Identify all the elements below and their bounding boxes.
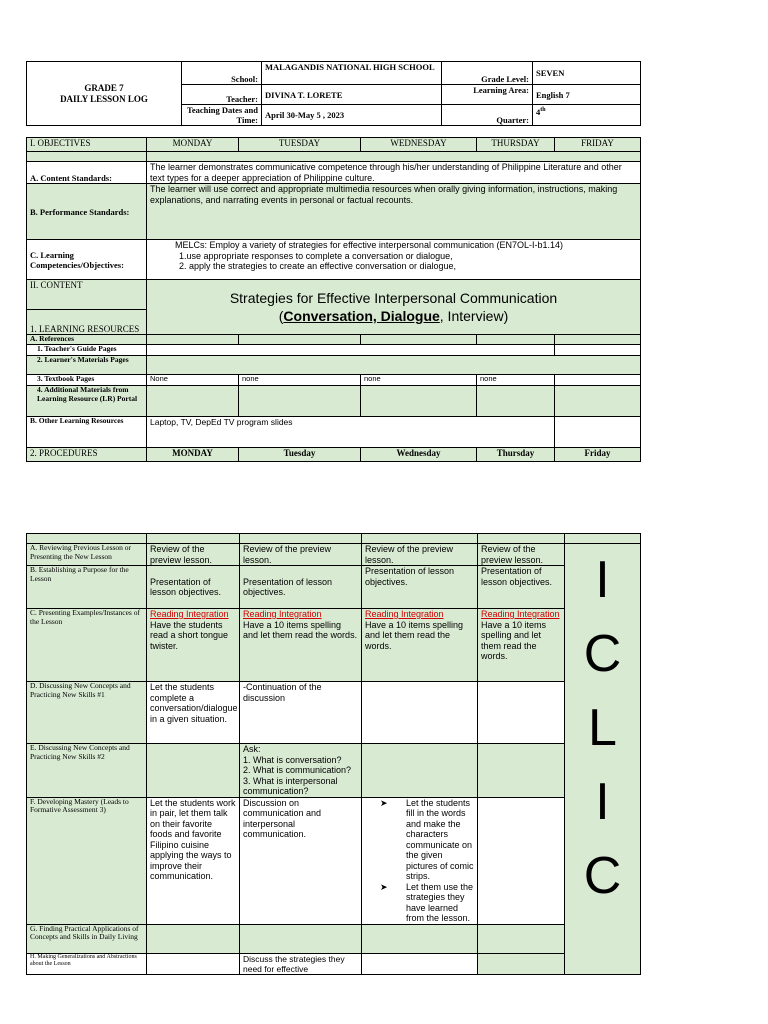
references-label: A. References <box>27 335 147 345</box>
competencies-text <box>147 240 641 280</box>
melcs-line: MELCs: Employ a variety of strategies for effective interpersonal communication (EN7OL-I-b1.14) <box>175 240 563 250</box>
performance-text: The learner will use correct and appropriate multimedia resources when orally giving information, instructions, making explanations, and narrating events in personal or factual recounts. <box>150 184 618 205</box>
quarter-label: Quarter: <box>442 105 533 126</box>
row-f-label: F. Developing Mastery (Leads to Formative Assessment 3) <box>27 797 147 924</box>
row-c-thursday <box>478 609 565 682</box>
day-thursday: THURSDAY <box>477 138 555 152</box>
school-value: MALAGANDIS NATIONAL HIGH SCHOOL <box>262 62 442 85</box>
row-a-tuesday: Review of the preview lesson. <box>240 544 362 566</box>
question-3: 3. What is interpersonal communication? <box>243 775 338 796</box>
dates-value: April 30-May 5 , 2023 <box>262 105 442 126</box>
row-c-thursday-text: Have a 10 items spelling and let them read the words. <box>481 619 547 661</box>
row-c-monday-text: Have the students read a short tongue twister. <box>150 619 229 651</box>
learning-area-label: Learning Area: <box>442 85 533 105</box>
school-label: School: <box>182 62 262 85</box>
bullet-text-2: Let them use the strategies they have learned from the lesson. <box>406 881 474 923</box>
row-b-tuesday: Presentation of lesson objectives. <box>240 566 362 609</box>
quarter-number: 4 <box>536 106 541 117</box>
objective-1: 1.use appropriate responses to complete a conversation or dialogue, <box>179 250 453 261</box>
arrow-bullet-icon: ➤ <box>380 797 388 808</box>
row-c-label: C. Presenting Examples/Instances of the Lesson <box>27 609 147 682</box>
row-c-wednesday-text: Have a 10 items spelling and let them read the words. <box>365 619 464 651</box>
performance-standards-text <box>147 184 641 240</box>
question-2: 2. What is communication? <box>243 765 352 775</box>
objectives-heading: I. OBJECTIVES <box>27 138 147 152</box>
learning-resources-heading: 1. LEARNING RESOURCES <box>27 310 147 335</box>
quarter-suffix: th <box>540 107 546 113</box>
row-b-wednesday: Presentation of lesson objectives. <box>362 566 478 609</box>
textbook-thursday: none <box>477 375 555 386</box>
other-resources-label: B. Other Learning Resources <box>27 417 147 448</box>
row-h-tuesday: Discuss the strategies they need for effective <box>240 953 362 974</box>
textbook-wednesday: none <box>361 375 477 386</box>
reading-integration-tuesday: Reading Integration <box>243 609 322 619</box>
textbook-tuesday: none <box>239 375 361 386</box>
learning-area-value: English 7 <box>533 85 641 105</box>
content-standards-text: The learner demonstrates communicative competence through his/her understanding of Philippine Literature and other text types for a deeper appreciation of Philippine culture. <box>147 162 641 184</box>
iclic-cell <box>565 544 641 975</box>
row-b-label: B. Establishing a Purpose for the Lesson <box>27 566 147 609</box>
topic-title: Strategies for Effective Interpersonal Communication <box>229 290 558 306</box>
textbook-label: 3. Textbook Pages <box>27 375 147 386</box>
objectives-table <box>26 137 641 462</box>
topic-bold: Conversation, Dialogue <box>283 308 440 324</box>
reading-integration-monday: Reading Integration <box>150 609 229 619</box>
row-b-monday: Presentation of lesson objectives. <box>147 566 240 609</box>
iclic-letter-5: C <box>583 847 622 905</box>
question-1: 1. What is conversation? <box>243 754 342 765</box>
proc-day-wednesday: Wednesday <box>361 448 477 462</box>
arrow-bullet-icon: ➤ <box>380 881 388 892</box>
day-wednesday: WEDNESDAY <box>361 138 477 152</box>
quarter-value <box>533 105 641 126</box>
row-e-tuesday <box>240 744 362 798</box>
teachers-guide-label: 1. Teacher's Guide Pages <box>27 345 147 356</box>
row-a-wednesday: Review of the preview lesson. <box>362 544 478 566</box>
row-d-tuesday: -Continuation of the discussion <box>240 682 362 744</box>
textbook-monday: None <box>147 375 239 386</box>
row-f-tuesday: Discussion on communication and interpersonal communication. <box>240 797 362 924</box>
iclic-letter-2: C <box>583 625 622 683</box>
row-c-tuesday <box>240 609 362 682</box>
day-tuesday: TUESDAY <box>239 138 361 152</box>
bullet-text-1: Let the students fill in the words and make the characters communicate on the given pictures of comic strips. <box>406 797 474 881</box>
row-c-monday <box>147 609 240 682</box>
daily-lesson-log-title: DAILY LESSON LOG <box>60 93 148 104</box>
row-d-label: D. Discussing New Concepts and Practicing New Skills #1 <box>27 682 147 744</box>
bullet-item-2 <box>364 882 474 924</box>
day-friday: FRIDAY <box>555 138 641 152</box>
row-a-label: A. Reviewing Previous Lesson or Presenting the New Lesson <box>27 544 147 566</box>
content-heading: II. CONTENT <box>27 280 147 310</box>
header-table <box>26 61 641 126</box>
row-c-tuesday-text: Have a 10 items spelling and let them read the words. <box>243 619 358 640</box>
proc-day-tuesday: Tuesday <box>239 448 361 462</box>
row-a-monday: Review of the preview lesson. <box>147 544 240 566</box>
dates-label: Teaching Dates and Time: <box>182 105 262 126</box>
row-b-thursday: Presentation of lesson objectives. <box>478 566 565 609</box>
iclic-letter-4: I <box>595 773 610 831</box>
topic-rest: , Interview) <box>439 308 509 324</box>
topic-paren: ( <box>278 308 284 324</box>
log-title-cell <box>27 62 182 126</box>
day-monday: MONDAY <box>147 138 239 152</box>
row-g-label: G. Finding Practical Applications of Concepts and Skills in Daily Living <box>27 924 147 953</box>
other-resources-text: Laptop, TV, DepEd TV program slides <box>147 417 555 448</box>
additional-materials-label: 4. Additional Materials from Learning Resource (LR) Portal <box>27 386 147 417</box>
grade-level-label: Grade Level: <box>442 62 533 85</box>
competencies-label: C. Learning Competencies/Objectives: <box>27 240 147 280</box>
proc-day-monday: MONDAY <box>147 448 239 462</box>
procedures-heading: 2. PROCEDURES <box>27 448 147 462</box>
grade-level-value: SEVEN <box>533 62 641 85</box>
proc-day-thursday: Thursday <box>477 448 555 462</box>
topic-cell <box>147 280 641 335</box>
iclic-letter-1: I <box>595 551 610 609</box>
row-e-label: E. Discussing New Concepts and Practicing New Skills #2 <box>27 744 147 798</box>
bullet-item-1 <box>364 798 474 882</box>
row-h-label: H. Making Generalizations and Abstractions about the Lesson <box>27 953 147 974</box>
row-f-wednesday <box>362 797 478 924</box>
teacher-value: DIVINA T. LORETE <box>262 85 442 105</box>
grade-title: GRADE 7 <box>84 82 124 93</box>
learners-materials-label: 2. Learner's Materials Pages <box>27 356 147 375</box>
row-c-wednesday <box>362 609 478 682</box>
teacher-label: Teacher: <box>182 85 262 105</box>
row-f-monday: Let the students work in pair, let them talk on their favorite foods and favorite Filipino cuisine applying the ways to improve their communication. <box>147 797 240 924</box>
row-d-monday: Let the students complete a conversation/dialogue in a given situation. <box>147 682 240 744</box>
reading-integration-wednesday: Reading Integration <box>365 609 444 619</box>
ask-label: Ask: <box>243 744 261 754</box>
row-a-thursday: Review of the preview lesson. <box>478 544 565 566</box>
iclic-letter-3: L <box>588 699 617 757</box>
content-standards-label: A. Content Standards: <box>27 162 147 184</box>
reading-integration-thursday: Reading Integration <box>481 609 560 619</box>
procedures-table <box>26 533 641 975</box>
topic-subtitle <box>150 307 637 325</box>
objective-2: 2. apply the strategies to create an effective conversation or dialogue, <box>179 261 457 271</box>
performance-standards-label: B. Performance Standards: <box>27 184 147 240</box>
proc-day-friday: Friday <box>555 448 641 462</box>
